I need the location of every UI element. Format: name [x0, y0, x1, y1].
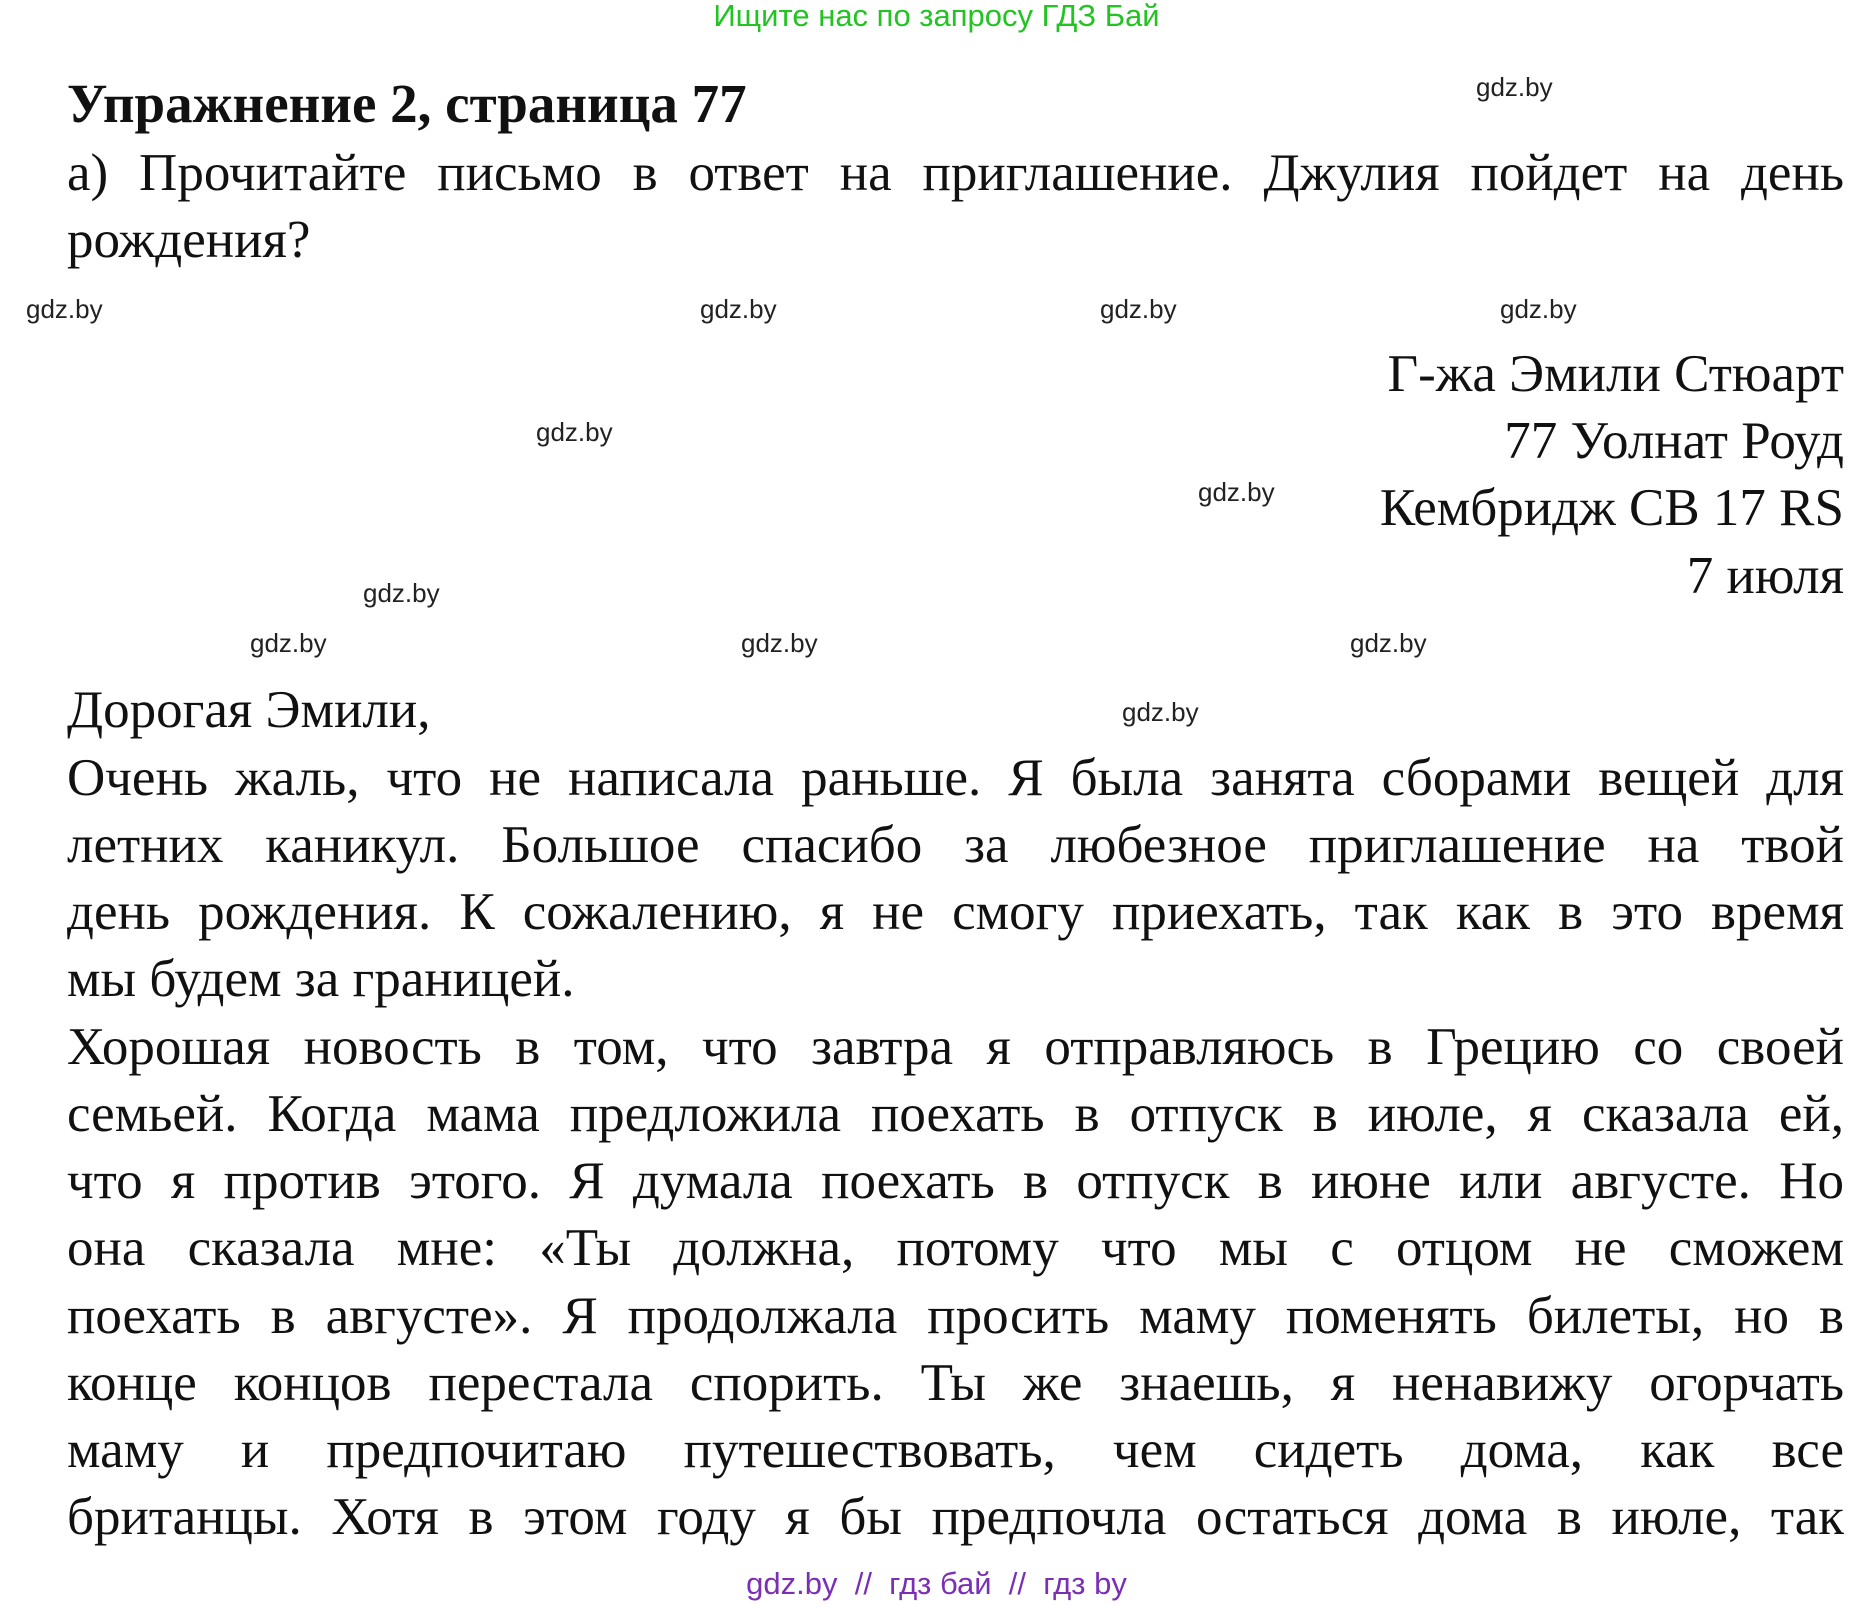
address-line: Г-жа Эмили Стюарт — [1387, 345, 1844, 403]
letter-date: 7 июля — [1686, 547, 1844, 605]
body-line: Очень жаль, что не написала раньше. Я была занята сборами вещей для — [67, 749, 1844, 807]
watermark: gdz.by — [1500, 294, 1577, 324]
watermark: gdz.by — [1476, 72, 1553, 102]
page-title: Упражнение 2, страница 77 — [67, 73, 747, 134]
watermark: gdz.by — [741, 628, 818, 658]
body-line: конце концов перестала спорить. Ты же знаешь, я ненавижу огорчать — [67, 1354, 1844, 1412]
task-line: а) Прочитайте письмо в ответ на приглашение. Джулия пойдет на день — [67, 144, 1844, 202]
watermark: gdz.by — [363, 578, 440, 608]
search-banner: Ищите нас по запросу ГДЗ Бай — [713, 0, 1160, 33]
body-line: мы будем за границей. — [67, 950, 575, 1008]
body-line: поехать в августе». Я продолжала просить маму поменять билеты, но в — [67, 1287, 1844, 1345]
watermark: gdz.by — [1122, 697, 1199, 727]
watermark: gdz.by — [250, 628, 327, 658]
body-line: маму и предпочитаю путешествовать, чем сидеть дома, как все — [67, 1421, 1844, 1479]
watermark: gdz.by — [700, 294, 777, 324]
watermark: gdz.by — [26, 294, 103, 324]
body-line: летних каникул. Большое спасибо за любезное приглашение на твой — [67, 816, 1844, 874]
address-line: Кембридж CB 17 RS — [1379, 479, 1844, 537]
watermark: gdz.by — [536, 417, 613, 447]
body-line: день рождения. К сожалению, я не смогу приехать, так как в это время — [67, 883, 1844, 941]
watermark: gdz.by — [1100, 294, 1177, 324]
watermark: gdz.by — [1350, 628, 1427, 658]
address-line: 77 Уолнат Роуд — [1504, 412, 1844, 470]
body-line: Хорошая новость в том, что завтра я отправляюсь в Грецию со своей — [67, 1018, 1844, 1076]
body-line: семьей. Когда мама предложила поехать в отпуск в июле, я сказала ей, — [67, 1085, 1844, 1143]
watermark: gdz.by — [1198, 477, 1275, 507]
footer-links: gdz.by // гдз бай // гдз by — [746, 1566, 1127, 1601]
body-line: она сказала мне: «Ты должна, потому что мы с отцом не сможем — [67, 1219, 1844, 1277]
body-line: что я против этого. Я думала поехать в отпуск в июне или августе. Но — [67, 1152, 1844, 1210]
greeting: Дорогая Эмили, — [67, 681, 431, 739]
body-line: британцы. Хотя в этом году я бы предпочла остаться дома в июле, так — [67, 1488, 1844, 1546]
task-line: рождения? — [67, 211, 311, 269]
